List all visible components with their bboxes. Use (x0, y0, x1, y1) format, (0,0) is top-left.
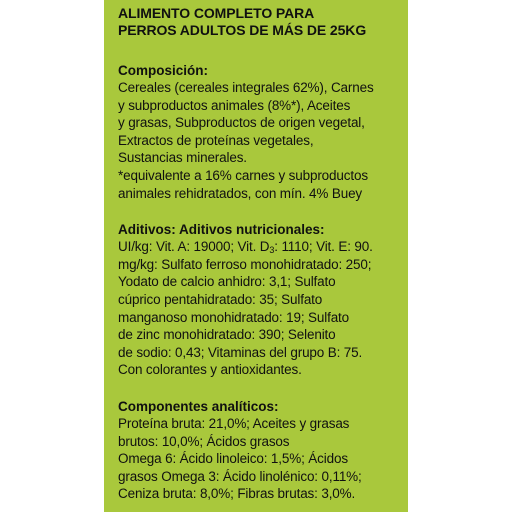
vitamins-suffix: : 1110; Vit. E: 90. (274, 239, 373, 255)
ingredient-label-panel (104, 0, 408, 512)
vitamins-line (118, 238, 408, 256)
analytical-line: brutos: 10,0%; Ácidos grasos (118, 433, 290, 449)
analytical-line: Omega 6: Ácido linoleico: 1,5%; Ácidos (118, 451, 348, 467)
product-title-line-1: ALIMENTO COMPLETO PARA (118, 5, 315, 21)
analytical-line: Proteína bruta: 21,0%; Aceites y grasas (118, 415, 350, 431)
additives-line: de zinc monohidratado: 390; Selenito (118, 327, 336, 343)
composition-line: *equivalente a 16% carnes y subproductos (118, 167, 368, 183)
additives-section (118, 221, 408, 379)
analytical-heading: Componentes analíticos: (118, 398, 279, 414)
analytical-section (118, 398, 408, 503)
additives-line: cúprico pentahidratado: 35; Sulfato (118, 291, 323, 307)
vitamins-prefix: UI/kg: Vit. A: 19000; Vit. D (118, 239, 270, 255)
spacer (118, 379, 408, 398)
analytical-line: Ceniza bruta: 8,0%; Fibras brutas: 3,0%. (118, 486, 356, 502)
composition-heading: Composición: (118, 63, 208, 78)
additives-line: Yodato de calcio anhidro: 3,1; Sulfato (118, 274, 336, 290)
composition-line: Sustancias minerales. (118, 150, 247, 166)
vitamin-d-subscript: 3 (269, 245, 275, 256)
composition-line: Extractos de proteínas vegetales, (118, 132, 314, 148)
composition-section (118, 62, 408, 202)
composition-line: y grasas, Subproductos de origen vegetal, (118, 115, 365, 131)
composition-line: y subproductos animales (8%*), Aceites (118, 97, 351, 113)
product-title-line-2: PERROS ADULTOS DE MÁS DE 25KG (118, 22, 367, 38)
spacer (118, 39, 408, 62)
composition-line: animales rehidratados, con mín. 4% Buey (118, 185, 363, 201)
composition-line: Cereales (cereales integrales 62%), Carnes (118, 80, 374, 95)
additives-heading: Aditivos: Aditivos nutricionales: (118, 222, 325, 238)
spacer (118, 202, 408, 221)
additives-line: mg/kg: Sulfato ferroso monohidratado: 250; (118, 256, 372, 272)
additives-line: Con colorantes y antioxidantes. (118, 362, 302, 378)
additives-line: manganoso monohidratado: 19; Sulfato (118, 309, 350, 325)
analytical-line: grasos Omega 3: Ácido linolénico: 0,11%; (118, 468, 362, 484)
additives-line: de sodio: 0,43; Vitaminas del grupo B: 75. (118, 344, 363, 360)
